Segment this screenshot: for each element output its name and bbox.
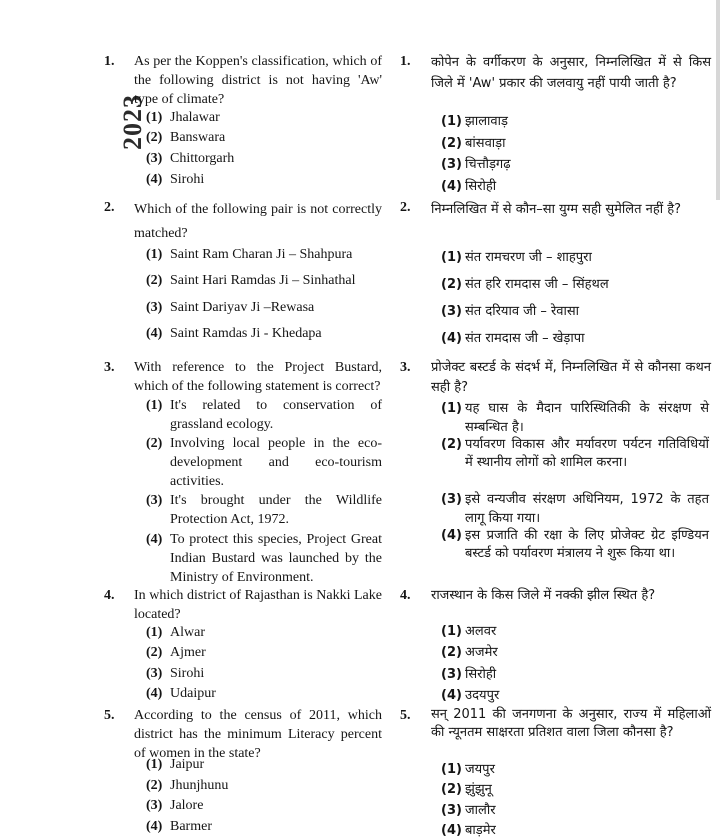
option-1[interactable]: (1) Jaipur [146, 757, 205, 772]
option-1[interactable]: (1) Jhalawar [146, 110, 220, 125]
question-text: प्रोजेक्ट बस्टर्ड के संदर्भ में, निम्नलिखित में से कौनसा कथन सही है? [431, 360, 711, 395]
option-4[interactable]: (4) उदयपुर [441, 688, 500, 703]
option-2[interactable]: (2) झुंझुनू [441, 782, 492, 797]
option-4[interactable]: (4) Saint Ramdas Ji - Khedapa [146, 326, 322, 341]
option-3[interactable]: (3) सिरोही [441, 667, 497, 682]
option-4[interactable]: (4) सिरोही [441, 179, 497, 194]
option-3[interactable]: (3) संत दरियाव जी – रेवासा [441, 304, 580, 319]
option-1[interactable]: (1) Alwar [146, 625, 205, 640]
option-3[interactable]: (3) Saint Dariyav Ji –Rewasa [146, 300, 315, 315]
question-number: 1. [104, 54, 115, 69]
question-text: With reference to the Project Bustard, which of the following statement is correct? [134, 360, 382, 394]
question-number: 3. [104, 360, 115, 375]
question-text: कोपेन के वर्गीकरण के अनुसार, निम्नलिखित में से किस जिले में 'Aw' प्रकार की जलवायु नहीं पायी जाती है? [431, 55, 711, 91]
option-1[interactable]: (1) जयपुर [441, 762, 495, 777]
option-2[interactable]: (2) Involving local people in the eco-development and eco-tourism activities. [146, 436, 382, 489]
option-4[interactable]: (4) बाड़मेर [441, 823, 496, 838]
option-2[interactable]: (2) Saint Hari Ramdas Ji – Sinhathal [146, 273, 356, 288]
option-4[interactable]: (4) इस प्रजाति की रक्षा के लिए प्रोजेक्ट ग्रेट इण्डियन बस्टर्ड को पर्यावरण मंत्रालय ने शुरू किया था। [441, 528, 709, 561]
question-text: As per the Koppen's classification, which of the following district is not having 'Aw' type of climate? [134, 54, 382, 107]
question-number: 1. [400, 54, 411, 69]
option-3[interactable]: (3) चित्तौड़गढ़ [441, 157, 511, 172]
option-3[interactable]: (3) Chittorgarh [146, 151, 235, 166]
watermark-text: 2023 [118, 94, 147, 150]
question-text: निम्नलिखित में से कौन–सा युग्म सही सुमेलित नहीं है? [431, 202, 682, 217]
question-number: 5. [400, 708, 411, 723]
option-3[interactable]: (3) इसे वन्यजीव संरक्षण अधिनियम, 1972 के तहत लागू किया गया। [441, 492, 709, 526]
option-3[interactable]: (3) Jalore [146, 798, 204, 813]
question-text: सन् 2011 की जनगणना के अनुसार, राज्य में महिलाओं की न्यूनतम साक्षरता प्रतिशत वाला जिला कौनसा है? [431, 707, 711, 740]
option-1[interactable]: (1) It's related to conservation of grassland ecology. [146, 398, 382, 432]
option-4[interactable]: (4) संत रामदास जी – खेड़ापा [441, 331, 585, 346]
option-2[interactable]: (2) अजमेर [441, 645, 498, 660]
question-number: 2. [400, 200, 411, 215]
option-2[interactable]: (2) Jhunjhunu [146, 778, 229, 793]
option-1[interactable]: (1) झालावाड़ [441, 114, 508, 129]
question-text: According to the census of 2011, which district has the minimum Literacy percent of women in the state? [134, 708, 382, 761]
option-4[interactable]: (4) Udaipur [146, 686, 216, 701]
option-2[interactable]: (2) संत हरि रामदास जी – सिंहथल [441, 277, 609, 292]
question-text: Which of the following pair is not correctly matched? [134, 202, 382, 241]
option-2[interactable]: (2) बांसवाड़ा [441, 136, 506, 151]
option-2[interactable]: (2) Ajmer [146, 645, 206, 660]
option-1[interactable]: (1) अलवर [441, 624, 497, 639]
option-4[interactable]: (4) Sirohi [146, 172, 205, 187]
question-number: 4. [400, 588, 411, 603]
question-number: 5. [104, 708, 115, 723]
option-1[interactable]: (1) यह घास के मैदान पारिस्थितिकी के संरक्षण से सम्बन्धित है। [441, 401, 709, 435]
option-1[interactable]: (1) संत रामचरण जी – शाहपुरा [441, 250, 592, 265]
question-number: 2. [104, 200, 115, 215]
question-number: 3. [400, 360, 411, 375]
option-3[interactable]: (3) Sirohi [146, 666, 205, 681]
option-1[interactable]: (1) Saint Ram Charan Ji – Shahpura [146, 247, 353, 262]
option-2[interactable]: (2) Banswara [146, 130, 226, 145]
option-4[interactable]: (4) To protect this species, Project Great Indian Bustard was launched by the Ministry of Environment. [146, 532, 382, 585]
question-text: राजस्थान के किस जिले में नक्की झील स्थित है? [431, 588, 656, 603]
page-edge-shadow [716, 0, 720, 200]
option-3[interactable]: (3) जालौर [441, 803, 496, 818]
option-3[interactable]: (3) It's brought under the Wildlife Protection Act, 1972. [146, 493, 382, 527]
option-4[interactable]: (4) Barmer [146, 819, 212, 834]
question-number: 4. [104, 588, 115, 603]
question-text: In which district of Rajasthan is Nakki Lake located? [134, 588, 382, 622]
option-2[interactable]: (2) पर्यावरण विकास और मर्यावरण पर्यटन गतिविधियों में स्थानीय लोगों को शामिल करना। [441, 437, 709, 470]
